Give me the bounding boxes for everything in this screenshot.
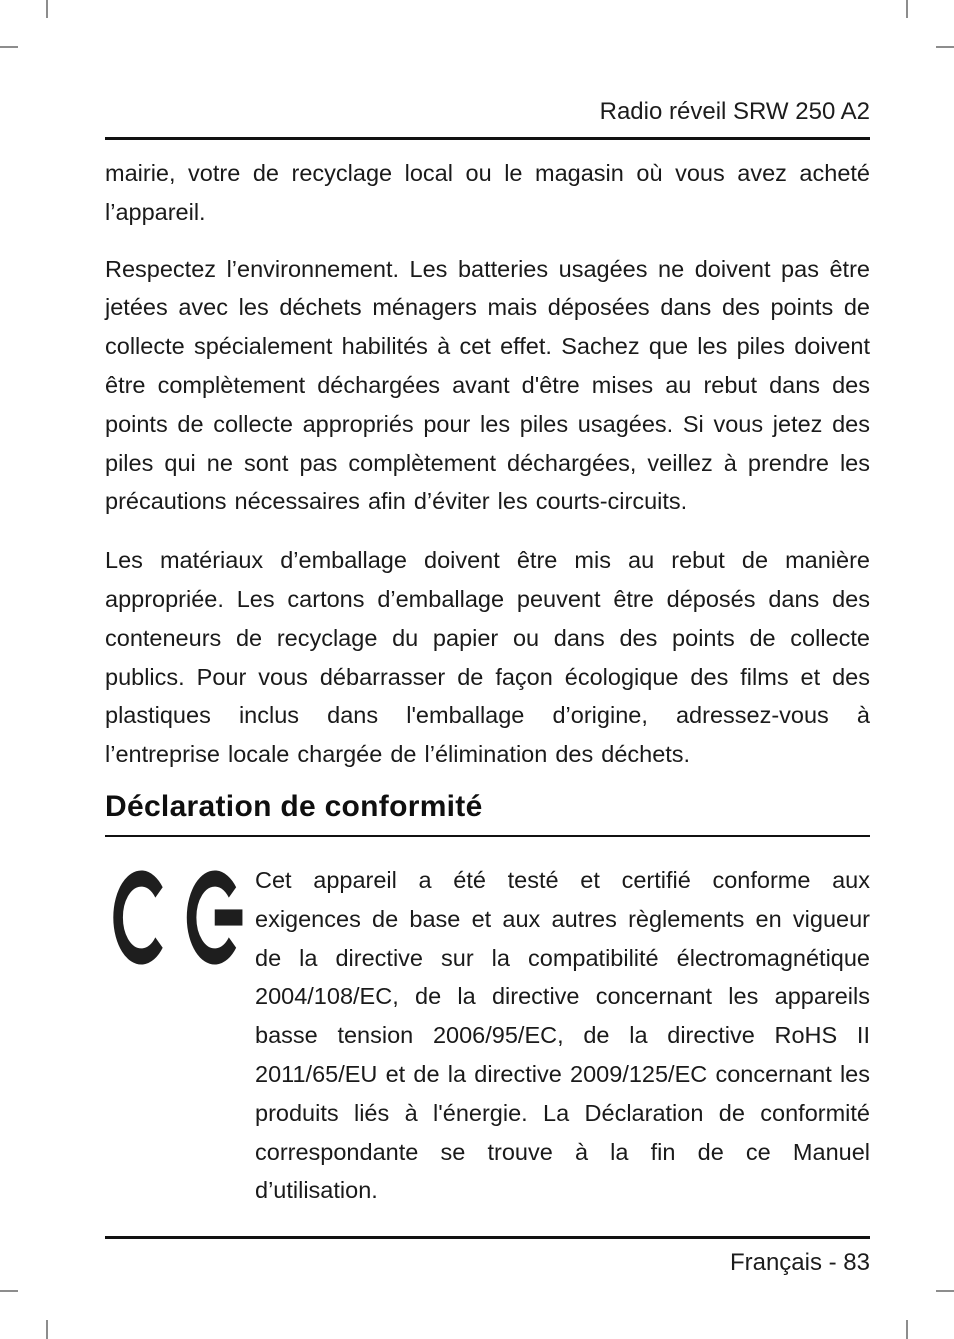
body-paragraph-packaging-disposal: Les matériaux d’emballage doivent être mis au rebut de manière appropriée. Les cartons d’emballage peuvent être déposés dans des conteneurs de recyclage du papier ou dans des points de collecte publics. Pour vous débarrasser de façon écologique des films et des plastiques inclus dans l'emballage d’origine, adressez-vous à l’entreprise locale chargée de l’élimination des déchets.: [105, 547, 870, 768]
crop-mark-bottom-left-vertical: [46, 1320, 48, 1339]
crop-mark-bottom-right-vertical: [906, 1320, 908, 1339]
body-paragraph-recycling-locations: mairie, votre de recyclage local ou le magasin où vous avez acheté l’appareil.: [105, 160, 870, 225]
section-heading-declaration-conformite: Déclaration de conformité: [105, 786, 870, 837]
conformity-section: [105, 861, 870, 1210]
page-footer: [105, 1236, 870, 1277]
conformity-paragraph: Cet appareil a été testé et certifié conforme aux exigences de base et aux autres règlements en vigueur de la directive sur la compatibilité électromagnétique 2004/108/EC, de la directive concernant les appareils basse tension 2006/95/EC, de la directive RoHS II 2011/65/EU et de la directive 2009/125/EC concernant les produits liés à l'énergie. La Déclaration de conformité correspondante se trouve à la fin de ce Manuel d’utilisation.: [255, 866, 870, 1204]
crop-mark-top-right-horizontal: [936, 46, 954, 48]
crop-mark-top-left-vertical: [46, 0, 48, 18]
ce-logo-container: [105, 861, 255, 1210]
crop-mark-top-left-horizontal: [0, 46, 18, 48]
ce-marking-icon: [113, 870, 243, 965]
crop-mark-bottom-left-horizontal: [0, 1290, 18, 1292]
document-title: Radio réveil SRW 250 A2: [599, 98, 870, 125]
page-number: Français - 83: [729, 1249, 870, 1277]
page-header: [105, 0, 870, 140]
page-content: [105, 0, 870, 1277]
crop-mark-top-right-vertical: [906, 0, 908, 18]
body-paragraph-battery-disposal: Respectez l’environnement. Les batteries usagées ne doivent pas être jetées avec les déchets ménagers mais déposées dans des points de collecte spécialement habilités à cet effet. Sachez que les piles doivent être complètement déchargées avant d'être mises au rebut dans des points de collecte appropriés pour les piles usagées. Si vous jetez des piles qui ne sont pas complètement déchargées, veillez à prendre les précautions nécessaires afin d’éviter les courts-circuits.: [105, 255, 870, 515]
crop-mark-bottom-right-horizontal: [936, 1290, 954, 1292]
